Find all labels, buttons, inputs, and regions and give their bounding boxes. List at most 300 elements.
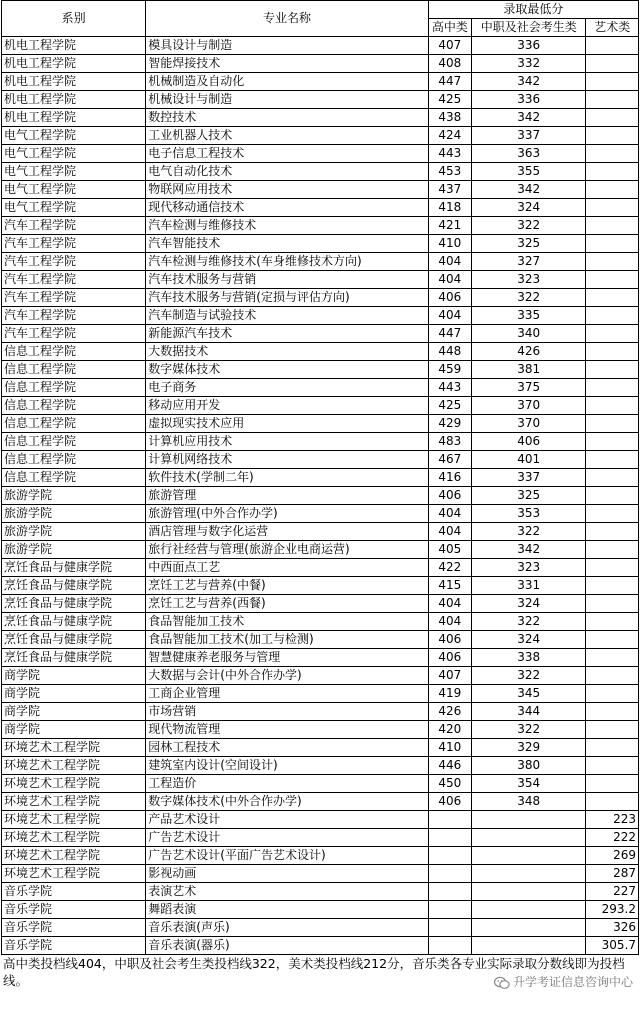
cell-vocational-score: 337 [472,127,586,145]
table-row [2,289,639,307]
cell-major: 新能源汽车技术 [146,325,428,343]
cell-dept: 汽车工程学院 [2,307,146,325]
table-row [2,523,639,541]
table-row [2,847,639,865]
cell-high-school-score: 429 [428,415,471,433]
cell-dept: 环境艺术工程学院 [2,739,146,757]
table-row [2,379,639,397]
cell-art-score [586,109,639,127]
cell-major: 烹饪工艺与营养(西餐) [146,595,428,613]
cell-vocational-score: 342 [472,541,586,559]
cell-major: 移动应用开发 [146,397,428,415]
cell-high-school-score: 448 [428,343,471,361]
cell-dept: 电气工程学院 [2,127,146,145]
cell-dept: 机电工程学院 [2,55,146,73]
cell-dept: 电气工程学院 [2,199,146,217]
cell-dept: 汽车工程学院 [2,271,146,289]
cell-vocational-score: 342 [472,73,586,91]
cell-dept: 信息工程学院 [2,433,146,451]
cell-major: 市场营销 [146,703,428,721]
cell-high-school-score: 421 [428,217,471,235]
cell-art-score [586,361,639,379]
cell-dept: 环境艺术工程学院 [2,811,146,829]
cell-art-score [586,55,639,73]
cell-major: 汽车检测与维修技术(车身维修技术方向) [146,253,428,271]
table-row [2,469,639,487]
cell-vocational-score [472,883,586,901]
table-row [2,145,639,163]
footer-note [3,955,635,989]
cell-high-school-score [428,811,471,829]
cell-dept: 烹饪食品与健康学院 [2,559,146,577]
cell-vocational-score [472,937,586,955]
cell-art-score [586,217,639,235]
table-row [2,739,639,757]
cell-major: 数字媒体技术(中外合作办学) [146,793,428,811]
cell-high-school-score: 406 [428,631,471,649]
cell-high-school-score: 438 [428,109,471,127]
cell-vocational-score: 329 [472,739,586,757]
cell-high-school-score: 404 [428,523,471,541]
cell-high-school-score [428,847,471,865]
cell-vocational-score: 401 [472,451,586,469]
cell-art-score [586,703,639,721]
cell-art-score [586,73,639,91]
cell-high-school-score: 425 [428,397,471,415]
cell-dept: 旅游学院 [2,487,146,505]
cell-dept: 商学院 [2,685,146,703]
cell-vocational-score: 324 [472,631,586,649]
cell-dept: 音乐学院 [2,883,146,901]
cell-major: 旅行社经营与管理(旅游企业电商运营) [146,541,428,559]
cell-vocational-score [472,865,586,883]
cell-art-score: 269 [586,847,639,865]
cell-art-score [586,253,639,271]
cell-major: 虚拟现实技术应用 [146,415,428,433]
table-row [2,361,639,379]
cell-dept: 电气工程学院 [2,181,146,199]
cell-high-school-score: 447 [428,73,471,91]
cell-dept: 信息工程学院 [2,397,146,415]
table-row [2,397,639,415]
cell-vocational-score: 325 [472,487,586,505]
cell-major: 现代移动通信技术 [146,199,428,217]
cell-vocational-score [472,901,586,919]
cell-dept: 环境艺术工程学院 [2,793,146,811]
cell-art-score [586,127,639,145]
cell-high-school-score: 425 [428,91,471,109]
cell-major: 广告艺术设计(平面广告艺术设计) [146,847,428,865]
cell-art-score [586,199,639,217]
cell-vocational-score: 331 [472,577,586,595]
cell-art-score [586,577,639,595]
cell-vocational-score: 322 [472,613,586,631]
table-row [2,433,639,451]
table-row [2,55,639,73]
cell-major: 汽车智能技术 [146,235,428,253]
cell-major: 建筑室内设计(空间设计) [146,757,428,775]
cell-vocational-score: 354 [472,775,586,793]
cell-dept: 音乐学院 [2,901,146,919]
cell-vocational-score: 370 [472,397,586,415]
table-row [2,595,639,613]
cell-major: 产品艺术设计 [146,811,428,829]
cell-vocational-score: 325 [472,235,586,253]
cell-dept: 汽车工程学院 [2,289,146,307]
cell-vocational-score: 322 [472,289,586,307]
table-row [2,325,639,343]
cell-art-score [586,469,639,487]
table-row [2,415,639,433]
cell-vocational-score: 336 [472,37,586,55]
cell-high-school-score: 404 [428,253,471,271]
table-row [2,541,639,559]
cell-art-score [586,595,639,613]
cell-vocational-score: 324 [472,199,586,217]
cell-vocational-score: 322 [472,721,586,739]
cell-major: 音乐表演(器乐) [146,937,428,955]
cell-art-score [586,739,639,757]
cell-high-school-score: 404 [428,505,471,523]
cell-major: 电子信息工程技术 [146,145,428,163]
cell-major: 酒店管理与数字化运营 [146,523,428,541]
cell-vocational-score: 355 [472,163,586,181]
cell-art-score [586,271,639,289]
cell-vocational-score: 342 [472,109,586,127]
cell-dept: 汽车工程学院 [2,235,146,253]
cell-dept: 商学院 [2,703,146,721]
cell-art-score [586,523,639,541]
cell-art-score: 223 [586,811,639,829]
cell-high-school-score: 406 [428,793,471,811]
cell-high-school-score: 407 [428,667,471,685]
cell-high-school-score [428,919,471,937]
cell-high-school-score: 404 [428,307,471,325]
cell-major: 汽车制造与试验技术 [146,307,428,325]
cell-dept: 旅游学院 [2,505,146,523]
cell-dept: 信息工程学院 [2,451,146,469]
cell-high-school-score: 406 [428,487,471,505]
cell-art-score [586,667,639,685]
header-min-score: 录取最低分 [428,1,638,19]
cell-vocational-score: 375 [472,379,586,397]
cell-high-school-score: 408 [428,55,471,73]
table-row [2,613,639,631]
cell-art-score [586,541,639,559]
cell-art-score [586,145,639,163]
cell-vocational-score: 426 [472,343,586,361]
cell-high-school-score: 404 [428,595,471,613]
cell-vocational-score: 353 [472,505,586,523]
cell-art-score [586,631,639,649]
cell-dept: 旅游学院 [2,523,146,541]
cell-major: 工业机器人技术 [146,127,428,145]
cell-vocational-score [472,811,586,829]
watermark [494,974,633,991]
cell-vocational-score: 335 [472,307,586,325]
cell-dept: 信息工程学院 [2,379,146,397]
cell-art-score: 293.2 [586,901,639,919]
cell-vocational-score [472,829,586,847]
cell-high-school-score: 426 [428,703,471,721]
cell-art-score: 227 [586,883,639,901]
cell-high-school-score: 467 [428,451,471,469]
cell-dept: 机电工程学院 [2,109,146,127]
cell-high-school-score [428,901,471,919]
cell-high-school-score: 404 [428,271,471,289]
table-row [2,721,639,739]
header-art: 艺术类 [586,19,639,37]
cell-dept: 商学院 [2,721,146,739]
cell-major: 电子商务 [146,379,428,397]
table-row [2,73,639,91]
cell-art-score: 326 [586,919,639,937]
cell-high-school-score: 405 [428,541,471,559]
cell-vocational-score: 322 [472,217,586,235]
cell-high-school-score: 404 [428,613,471,631]
cell-art-score [586,307,639,325]
cell-high-school-score: 446 [428,757,471,775]
table-row [2,685,639,703]
cell-high-school-score: 416 [428,469,471,487]
cell-art-score [586,505,639,523]
cell-dept: 汽车工程学院 [2,325,146,343]
cell-major: 园林工程技术 [146,739,428,757]
cell-major: 数控技术 [146,109,428,127]
cell-major: 中西面点工艺 [146,559,428,577]
cell-art-score [586,775,639,793]
header-vocational: 中职及社会考生类 [472,19,586,37]
cell-vocational-score: 327 [472,253,586,271]
cell-major: 机械设计与制造 [146,91,428,109]
cell-major: 物联网应用技术 [146,181,428,199]
cell-major: 计算机应用技术 [146,433,428,451]
table-row [2,199,639,217]
cell-dept: 商学院 [2,667,146,685]
cell-high-school-score: 483 [428,433,471,451]
cell-art-score: 222 [586,829,639,847]
table-row [2,217,639,235]
table-row [2,631,639,649]
table-row [2,829,639,847]
cell-vocational-score [472,847,586,865]
cell-vocational-score: 381 [472,361,586,379]
table-row [2,109,639,127]
cell-high-school-score: 450 [428,775,471,793]
cell-dept: 环境艺术工程学院 [2,757,146,775]
header-major: 专业名称 [146,1,428,37]
cell-vocational-score: 344 [472,703,586,721]
cell-art-score [586,451,639,469]
cell-art-score [586,433,639,451]
watermark-text: 升学考证信息咨询中心 [512,975,633,989]
cell-art-score [586,397,639,415]
cell-high-school-score: 459 [428,361,471,379]
cell-art-score [586,415,639,433]
table-row [2,793,639,811]
table-row [2,91,639,109]
cell-high-school-score: 418 [428,199,471,217]
cell-major: 汽车技术服务与营销 [146,271,428,289]
cell-high-school-score [428,883,471,901]
cell-major: 软件技术(学制二年) [146,469,428,487]
cell-dept: 烹饪食品与健康学院 [2,613,146,631]
cell-art-score [586,757,639,775]
cell-art-score [586,235,639,253]
table-row [2,883,639,901]
cell-high-school-score: 443 [428,145,471,163]
cell-vocational-score: 337 [472,469,586,487]
cell-major: 计算机网络技术 [146,451,428,469]
cell-major: 广告艺术设计 [146,829,428,847]
cell-major: 大数据技术 [146,343,428,361]
cell-art-score [586,649,639,667]
cell-art-score [586,793,639,811]
cell-vocational-score: 323 [472,559,586,577]
cell-major: 汽车检测与维修技术 [146,217,428,235]
cell-vocational-score: 363 [472,145,586,163]
cell-major: 工商企业管理 [146,685,428,703]
cell-dept: 机电工程学院 [2,91,146,109]
cell-dept: 信息工程学院 [2,361,146,379]
cell-major: 音乐表演(声乐) [146,919,428,937]
cell-art-score [586,379,639,397]
cell-vocational-score: 322 [472,523,586,541]
cell-high-school-score: 407 [428,37,471,55]
table-row [2,451,639,469]
cell-high-school-score: 424 [428,127,471,145]
table-row [2,901,639,919]
cell-art-score [586,559,639,577]
cell-art-score [586,487,639,505]
cell-dept: 音乐学院 [2,919,146,937]
cell-vocational-score: 336 [472,91,586,109]
cell-major: 模具设计与制造 [146,37,428,55]
cell-major: 大数据与会计(中外合作办学) [146,667,428,685]
cell-high-school-score [428,937,471,955]
cell-dept: 环境艺术工程学院 [2,865,146,883]
cell-dept: 环境艺术工程学院 [2,847,146,865]
cell-major: 工程造价 [146,775,428,793]
table-row [2,271,639,289]
cell-art-score [586,343,639,361]
cell-dept: 旅游学院 [2,541,146,559]
cell-major: 食品智能加工技术(加工与检测) [146,631,428,649]
cell-vocational-score: 323 [472,271,586,289]
cell-dept: 电气工程学院 [2,145,146,163]
cell-vocational-score: 345 [472,685,586,703]
cell-vocational-score: 322 [472,667,586,685]
table-row [2,811,639,829]
table-row [2,343,639,361]
cell-high-school-score: 410 [428,235,471,253]
cell-major: 现代物流管理 [146,721,428,739]
cell-vocational-score: 340 [472,325,586,343]
table-row [2,865,639,883]
table-row [2,703,639,721]
cell-dept: 信息工程学院 [2,415,146,433]
cell-dept: 烹饪食品与健康学院 [2,577,146,595]
cell-dept: 汽车工程学院 [2,253,146,271]
cell-dept: 音乐学院 [2,937,146,955]
cell-art-score [586,91,639,109]
cell-major: 电气自动化技术 [146,163,428,181]
cell-major: 机械制造及自动化 [146,73,428,91]
cell-vocational-score: 338 [472,649,586,667]
footer-note-text: 高中类投档线404，中职及社会考生类投档线322，美术类投档线212分，音乐类各专业实际录取分数线即为投档线。 [3,956,625,988]
header-dept: 系别 [2,1,146,37]
table-row [2,559,639,577]
cell-vocational-score: 342 [472,181,586,199]
table-row [2,919,639,937]
cell-dept: 汽车工程学院 [2,217,146,235]
cell-high-school-score: 437 [428,181,471,199]
cell-high-school-score: 422 [428,559,471,577]
cell-art-score: 305.7 [586,937,639,955]
cell-dept: 环境艺术工程学院 [2,829,146,847]
cell-high-school-score: 406 [428,649,471,667]
cell-art-score [586,289,639,307]
table-row [2,253,639,271]
cell-art-score [586,37,639,55]
cell-major: 影视动画 [146,865,428,883]
cell-dept: 烹饪食品与健康学院 [2,649,146,667]
cell-vocational-score: 324 [472,595,586,613]
cell-dept: 信息工程学院 [2,469,146,487]
table-row [2,127,639,145]
cell-high-school-score: 415 [428,577,471,595]
cell-high-school-score [428,829,471,847]
cell-dept: 烹饪食品与健康学院 [2,595,146,613]
cell-art-score [586,325,639,343]
table-row [2,505,639,523]
cell-high-school-score: 443 [428,379,471,397]
table-row [2,37,639,55]
table-row [2,307,639,325]
table-row [2,757,639,775]
cell-dept: 机电工程学院 [2,37,146,55]
table-row [2,649,639,667]
cell-dept: 环境艺术工程学院 [2,775,146,793]
cell-major: 表演艺术 [146,883,428,901]
table-row [2,235,639,253]
cell-art-score [586,685,639,703]
cell-art-score [586,163,639,181]
cell-major: 汽车技术服务与营销(定损与评估方向) [146,289,428,307]
cell-major: 智能焊接技术 [146,55,428,73]
cell-major: 舞蹈表演 [146,901,428,919]
table-row [2,775,639,793]
table-row [2,937,639,955]
cell-art-score [586,613,639,631]
cell-high-school-score: 410 [428,739,471,757]
admission-score-table [1,0,639,955]
table-row [2,163,639,181]
cell-dept: 电气工程学院 [2,163,146,181]
cell-vocational-score: 380 [472,757,586,775]
cell-vocational-score: 406 [472,433,586,451]
cell-vocational-score: 332 [472,55,586,73]
cell-major: 旅游管理(中外合作办学) [146,505,428,523]
cell-major: 智慧健康养老服务与管理 [146,649,428,667]
cell-high-school-score: 419 [428,685,471,703]
cell-vocational-score [472,919,586,937]
cell-high-school-score [428,865,471,883]
header-high-school: 高中类 [428,19,471,37]
cell-high-school-score: 406 [428,289,471,307]
cell-major: 烹饪工艺与营养(中餐) [146,577,428,595]
cell-art-score: 287 [586,865,639,883]
